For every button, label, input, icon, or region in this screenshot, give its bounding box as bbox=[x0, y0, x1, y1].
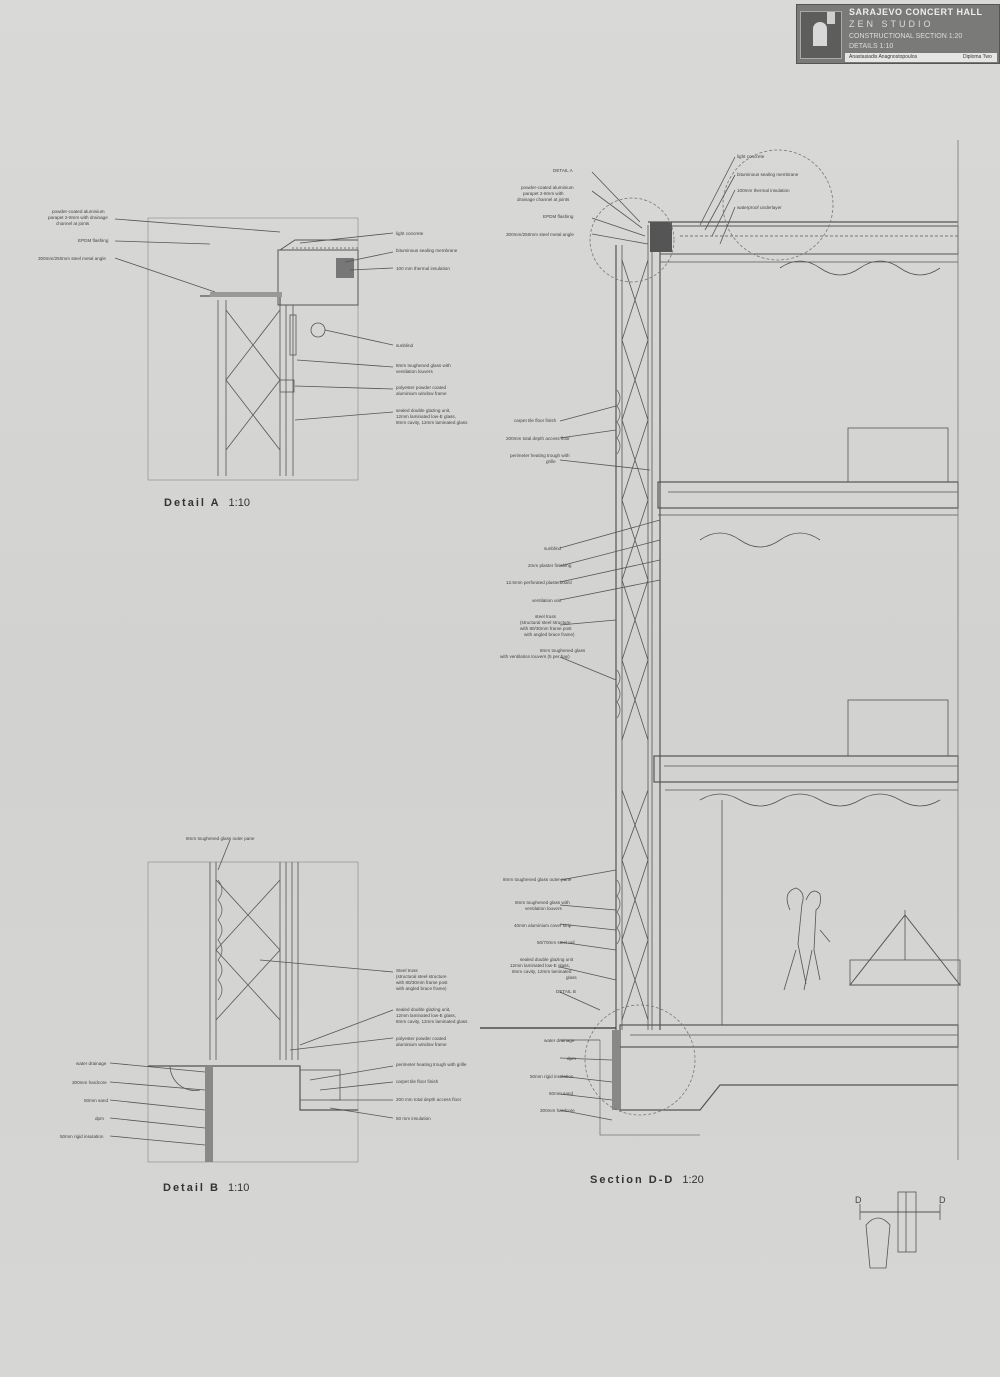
section-label: ventilation louvers bbox=[525, 906, 562, 911]
section-label: EPDM flashing bbox=[543, 214, 574, 219]
detail-b-label: 200 mm total depth access floor bbox=[396, 1097, 462, 1102]
detail-b-label: sealed double glazing unit, bbox=[396, 1007, 451, 1012]
detail-b-label: (structural steel structure bbox=[396, 974, 447, 979]
project-title: SARAJEVO CONCERT HALL bbox=[849, 7, 983, 17]
section-label: 100mm thermal insulation bbox=[737, 188, 790, 193]
key-plan-letter-left: D bbox=[855, 1195, 862, 1205]
detail-a-label: 8mm toughened glass with bbox=[396, 363, 451, 368]
section-label: parapet 2-8mm with bbox=[523, 191, 564, 196]
section-label: 8mm toughened glass outer pane bbox=[503, 877, 572, 882]
section-label: steel truss bbox=[535, 614, 556, 619]
section-label: drainage channel at joints bbox=[517, 197, 570, 202]
detail-b-label: 50mm rigid insulation bbox=[60, 1134, 104, 1139]
section-dd-scale: 1:20 bbox=[682, 1174, 704, 1186]
studio-name: ZEN STUDIO bbox=[849, 19, 934, 29]
detail-a-drawing bbox=[115, 218, 393, 480]
section-label: light concrete bbox=[737, 154, 765, 159]
detail-b-drawing bbox=[110, 840, 393, 1162]
detail-a-label: polyester powder coated bbox=[396, 385, 447, 390]
section-label: grille bbox=[546, 459, 556, 464]
detail-b-label: 8mm toughened glass outer pane bbox=[186, 836, 255, 841]
details-scale: DETAILS 1:10 bbox=[849, 43, 894, 50]
section-label: (structural steel structure bbox=[520, 620, 571, 625]
detail-a-label: 300mm/250mm steel metal angle bbox=[38, 256, 106, 261]
section-label: sealed double glazing unit bbox=[520, 957, 574, 962]
section-label: 8mm toughened glass with bbox=[515, 900, 570, 905]
detail-a-label: bituminous sealing membrane bbox=[396, 248, 458, 253]
section-label: powder-coated aluminium bbox=[521, 185, 574, 190]
detail-a-name: Detail A bbox=[164, 497, 221, 509]
section-label: sunblind bbox=[544, 546, 562, 551]
detail-a-label: parapet 2-8mm with drainage bbox=[48, 215, 108, 220]
section-label: 200mm total depth access floor bbox=[506, 436, 570, 441]
detail-b-label: carpet tile floor finish bbox=[396, 1079, 439, 1084]
section-label: ventilation unit bbox=[532, 598, 562, 603]
section-dd-name: Section D-D bbox=[590, 1174, 675, 1186]
detail-b-name: Detail B bbox=[163, 1182, 220, 1194]
sheet-title: CONSTRUCTIONAL SECTION 1:20 bbox=[849, 33, 963, 40]
section-label: DETAIL A bbox=[553, 168, 573, 173]
section-label: 50mm rigid insulation bbox=[530, 1074, 574, 1079]
detail-a-label: aluminium window frame bbox=[396, 391, 447, 396]
section-label: perimeter heating trough with bbox=[510, 453, 570, 458]
key-plan-letter-right: D bbox=[939, 1195, 946, 1205]
detail-b-label: 50 mm insulation bbox=[396, 1116, 431, 1121]
section-label: 300mm hardcore bbox=[540, 1108, 575, 1113]
author-name: Anastasiadis Anagnostopoulos bbox=[849, 54, 918, 60]
detail-a-title bbox=[164, 497, 250, 509]
section-label: water drainage bbox=[544, 1038, 575, 1043]
detail-b-label: Steel truss bbox=[396, 968, 418, 973]
detail-b-label: 12mm laminated low-E glass, bbox=[396, 1013, 456, 1018]
section-label: 40mm aluminium cover strip bbox=[514, 923, 572, 928]
detail-b-label: polyester powder coated bbox=[396, 1036, 447, 1041]
detail-b-label: 8mm cavity, 12mm laminated glass bbox=[396, 1019, 468, 1024]
detail-a-label: sunblind bbox=[396, 343, 414, 348]
section-label: dpm bbox=[567, 1056, 576, 1061]
detail-b-label: with angled brace frame) bbox=[396, 986, 447, 991]
detail-b-label: dpm bbox=[95, 1116, 104, 1121]
section-label: 50/70mm steel rail bbox=[537, 940, 575, 945]
section-label: with angled brace frame) bbox=[524, 632, 575, 637]
section-label: glass bbox=[566, 975, 577, 980]
detail-a-label: 8mm cavity, 12mm laminated glass bbox=[396, 420, 468, 425]
key-plan bbox=[860, 1192, 940, 1268]
detail-b-label: perimeter heating trough with grille bbox=[396, 1062, 467, 1067]
section-label: bituminous sealing membrane bbox=[737, 172, 799, 177]
detail-a-label: powder-coated aluminium bbox=[52, 209, 105, 214]
diploma-label: Diploma Two bbox=[963, 54, 992, 60]
detail-a-label: 100 mm thermal insulation bbox=[396, 266, 450, 271]
section-label: 12.5mm perforated plasterboard bbox=[506, 580, 572, 585]
detail-a-label: sealed double glazing unit, bbox=[396, 408, 451, 413]
detail-a-label: ventilation louvers bbox=[396, 369, 433, 374]
detail-b-label: 50mm sand bbox=[84, 1098, 109, 1103]
detail-b-label: 300mm hardcore bbox=[72, 1080, 107, 1085]
section-label: waterproof underlayer bbox=[737, 205, 782, 210]
section-label: 2mm plaster finishing bbox=[528, 563, 572, 568]
section-label: DETAIL B bbox=[556, 989, 576, 994]
detail-b-scale: 1:10 bbox=[227, 1182, 250, 1194]
section-label: 8mm toughened glass bbox=[540, 648, 586, 653]
section-label: 8mm cavity, 12mm laminated bbox=[512, 969, 572, 974]
detail-b-label: water drainage bbox=[76, 1061, 107, 1066]
section-label: 300mm/250mm steel metal angle bbox=[506, 232, 574, 237]
section-label: with 80/30mm frame post bbox=[520, 626, 572, 631]
section-label: with ventilation louvers (5 per bay) bbox=[500, 654, 570, 659]
detail-b-title bbox=[163, 1182, 249, 1194]
detail-b-label: with 80/30mm frame post bbox=[396, 980, 448, 985]
detail-a-label: light concrete bbox=[396, 231, 424, 236]
section-label: carpet tile floor finish bbox=[514, 418, 557, 423]
section-label: 12mm laminated low-E glass, bbox=[510, 963, 570, 968]
detail-a-scale: 1:10 bbox=[228, 497, 250, 509]
detail-b-label: aluminium window frame bbox=[396, 1042, 447, 1047]
detail-a-label: channel at joints bbox=[56, 221, 90, 226]
section-dd-title bbox=[590, 1174, 704, 1186]
detail-a-label: 12mm laminated low-E glass, bbox=[396, 414, 456, 419]
section-label: 50mm sand bbox=[549, 1091, 574, 1096]
detail-a-label: EPDM flashing bbox=[78, 238, 109, 243]
